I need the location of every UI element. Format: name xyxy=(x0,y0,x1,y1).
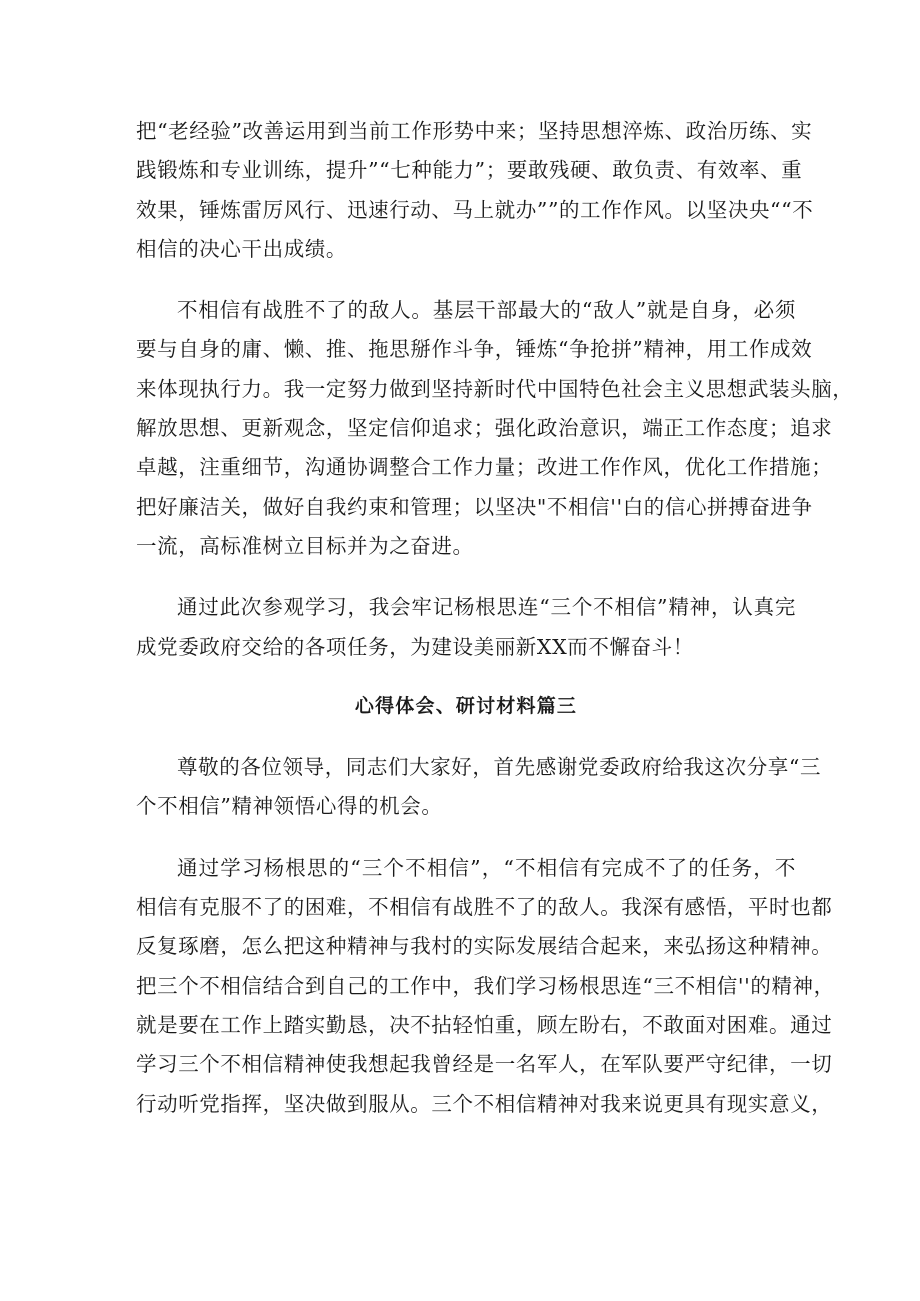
text-line: 要与自身的庸、懒、推、拖思掰作斗争，锤炼“争抢拼”精神，用工作成效 xyxy=(136,337,813,362)
text-line: 不相信有战胜不了的敌人。基层干部最大的“敌人”就是自身，必须 xyxy=(177,298,796,323)
text-line: 通过此次参观学习，我会牢记杨根思连“三个不相信”精神，认真完 xyxy=(177,595,796,620)
text-line: 学习三个不相信精神使我想起我曾经是一名军人，在军队要严守纪律，一切 xyxy=(136,1052,833,1077)
text-line: 来体现执行力。我一定努力做到坚持新时代中国特色社会主义思想武装头脑， xyxy=(136,376,854,401)
text-line: 效果，锤炼雷厉风行、迅速行动、马上就办””的工作作风。以坚决央““不 xyxy=(136,197,814,222)
text-line: 卓越，注重细节，沟通协调整合工作力量；改进工作作风，优化工作措施； xyxy=(136,455,833,480)
paragraph-4 xyxy=(136,748,822,827)
text-line: 把“老经验”改善运用到当前工作形势中来；坚持思想淬炼、政治历练、实 xyxy=(136,119,813,143)
document-body xyxy=(136,112,854,1146)
text-line: 相信有克服不了的困难，不相信有战胜不了的敌人。我深有感悟，平时也都 xyxy=(136,895,833,920)
section-title: 心得体会、研讨材料篇三 xyxy=(354,694,578,717)
paragraph-3 xyxy=(136,588,796,667)
paragraph-5 xyxy=(136,849,835,1124)
text-line: 相信的决心干出成绩。 xyxy=(136,236,347,261)
text-line: 通过学习杨根思的“三个不相信”，“不相信有完成不了的任务，不 xyxy=(177,855,796,880)
text-line: 反复琢磨，怎么把这种精神与我村的实际发展结合起来，来弘扬这种精神。 xyxy=(136,934,833,959)
text-line: 一流，高标准树立目标并为之奋进。 xyxy=(136,533,474,558)
paragraph-1 xyxy=(136,112,814,269)
text-line: 成党委政府交给的各项任务，为建设美丽新XX而不懈奋斗！ xyxy=(136,634,694,659)
text-line: 个不相信”精神领悟心得的机会。 xyxy=(136,794,443,819)
text-line: 把好廉洁关，做好自我约束和管理；以坚决"不相信''白的信心拼搏奋进争 xyxy=(136,494,813,519)
text-line: 解放思想、更新观念，坚定信仰追求；强化政治意识，端正工作态度；追求 xyxy=(136,416,833,441)
text-line: 行动听党指挥，坚决做到服从。三个不相信精神对我来说更具有现实意义， xyxy=(136,1091,833,1116)
text-line: 把三个不相信结合到自己的工作中，我们学习杨根思连“三不相信''的精神， xyxy=(136,973,835,998)
paragraph-2 xyxy=(136,291,854,566)
text-line: 尊敬的各位领导，同志们大家好，首先感谢党委政府给我这次分享“三 xyxy=(177,755,822,780)
text-line: 就是要在工作上踏实勤恳，决不拈轻怕重，顾左盼右，不敢面对困难。通过 xyxy=(136,1012,833,1037)
text-line: 践锻炼和专业训练，提升”“七种能力”；要敢残硬、敢负责、有效率、重 xyxy=(136,158,803,183)
